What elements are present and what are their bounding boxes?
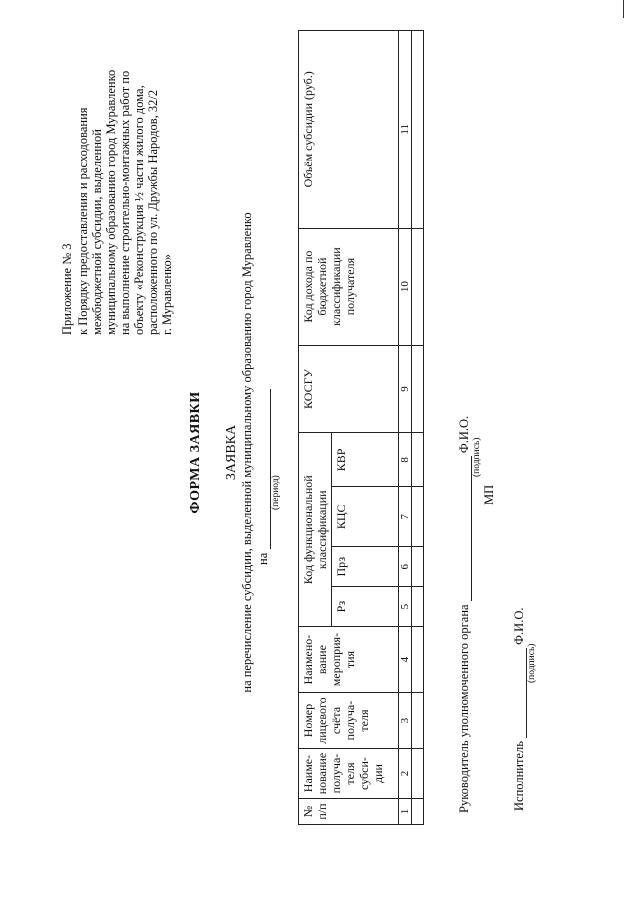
header-kcs: КЦС: [332, 487, 399, 547]
col-number: 3: [399, 693, 412, 749]
empty-cell: [412, 487, 424, 547]
head-signature-line: [457, 416, 472, 813]
header-account: Номер лицевого счёта получа-теля: [299, 693, 399, 749]
empty-cell: [412, 433, 424, 487]
appendix-line: муниципальному образованию город Муравленко: [104, 69, 118, 335]
appendix-line: на выполнение строительно-монтажных работ по: [118, 70, 132, 335]
stamp-label: МП: [482, 484, 496, 505]
appendix-line: расположенного по ул. Дружбы Народов, 32/2: [146, 89, 160, 335]
request-title: ЗАЯВКА: [224, 424, 239, 481]
empty-data-row: [412, 31, 424, 825]
period-line: [256, 389, 271, 565]
col-number: 8: [399, 433, 412, 487]
col-number: 7: [399, 487, 412, 547]
executor-signature-blank: [514, 648, 527, 738]
column-number-row: [399, 31, 412, 825]
appendix-line: г. Муравленко»: [160, 254, 174, 335]
appendix-line: к Порядку предоставления и расходования: [76, 107, 90, 335]
col-number: 11: [399, 31, 412, 229]
header-row: [299, 31, 332, 825]
empty-cell: [412, 228, 424, 345]
appendix-block: [60, 15, 174, 335]
appendix-line: межбюджетной субсидии, выделенной: [90, 129, 104, 335]
col-number: 2: [399, 749, 412, 799]
executor-label: Исполнитель: [512, 741, 526, 811]
executor-signature-line: [512, 608, 527, 811]
empty-cell: [412, 693, 424, 749]
empty-cell: [412, 345, 424, 433]
header-income-code: Код дохода по бюджетной классификации получателя: [299, 228, 399, 345]
col-number: 9: [399, 345, 412, 433]
header-func-code: Код функциональной классификации: [299, 433, 332, 627]
appendix-title: Приложение № 3: [60, 243, 74, 335]
col-number: 10: [399, 228, 412, 345]
header-rz: Рз: [332, 587, 399, 627]
empty-cell: [412, 547, 424, 587]
scan-edge-mark: [623, 0, 624, 18]
empty-cell: [412, 627, 424, 693]
header-kvr: КВР: [332, 433, 399, 487]
header-prz: Прз: [332, 547, 399, 587]
col-number: 4: [399, 627, 412, 693]
empty-cell: [412, 799, 424, 825]
period-caption: (период): [271, 475, 281, 510]
head-label: Руководитель уполномоченного органа: [457, 604, 471, 813]
col-number: 5: [399, 587, 412, 627]
request-subtitle: на перечисление субсидии, выделенной муниципальному образованию город Муравленко: [240, 212, 254, 693]
header-amount: Объём субсидии (руб.): [299, 31, 399, 229]
period-prefix: на: [256, 552, 270, 565]
empty-cell: [412, 587, 424, 627]
header-event: Наимено-вание мероприя-тия: [299, 627, 399, 693]
header-kosgu: КОСГУ: [299, 345, 399, 433]
appendix-line: объекту «Реконструкция ½ части жилого дома,: [132, 85, 146, 335]
head-signature-blank: [459, 456, 472, 601]
executor-signature-caption: (подпись): [527, 643, 537, 683]
head-signature-caption: (подпись): [472, 437, 482, 477]
empty-cell: [412, 749, 424, 799]
empty-cell: [412, 31, 424, 229]
head-fio: Ф.И.О.: [457, 415, 471, 454]
col-number: 6: [399, 547, 412, 587]
subsidy-request-table: [298, 30, 424, 825]
form-title: ФОРМА ЗАЯВКИ: [188, 391, 203, 514]
header-num: № п/п: [299, 799, 399, 825]
col-number: 1: [399, 799, 412, 825]
header-recipient: Наиме-нование получа-теля субси-дии: [299, 749, 399, 799]
period-blank: [258, 389, 271, 549]
executor-fio: Ф.И.О.: [512, 607, 526, 645]
